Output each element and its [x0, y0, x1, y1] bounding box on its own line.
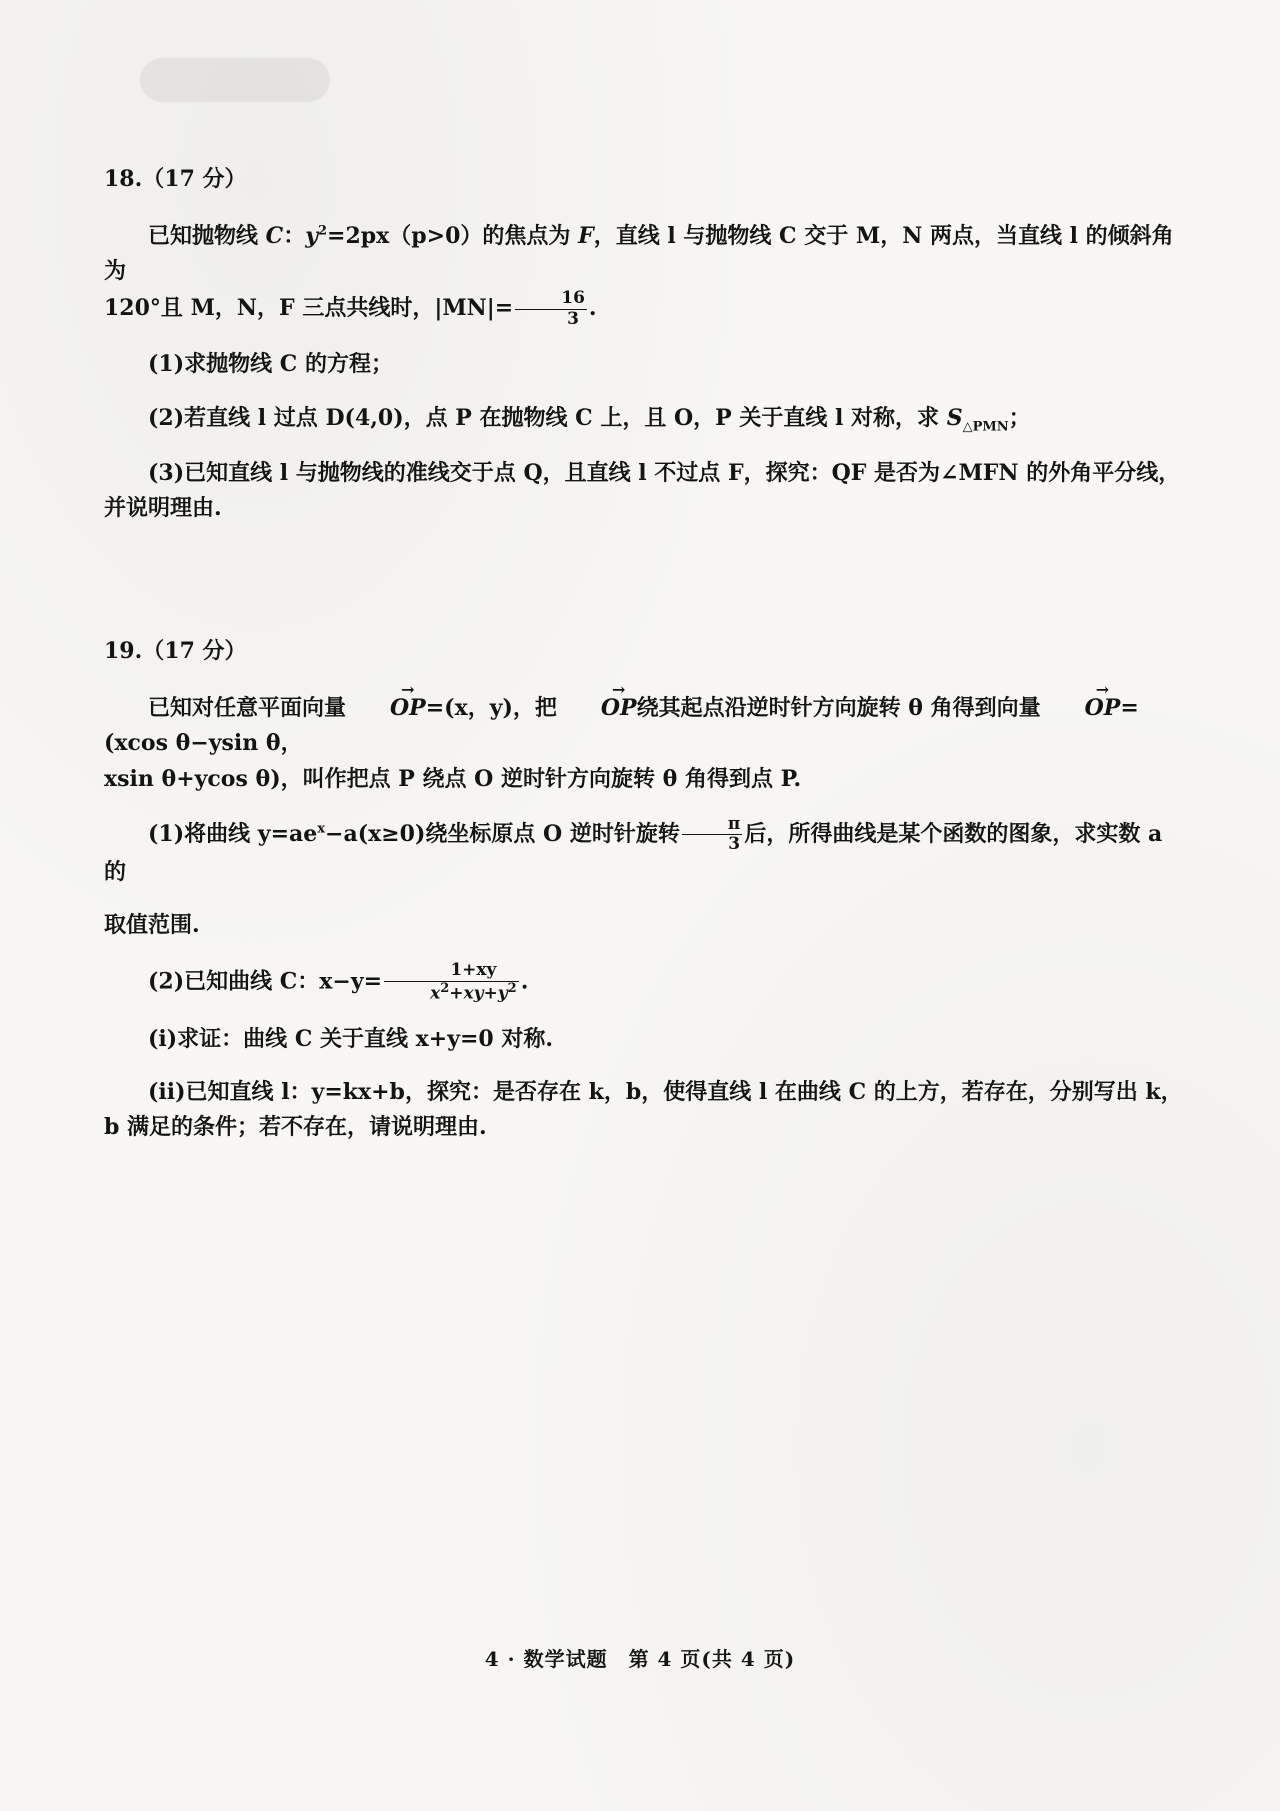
fraction-16-3: $\frac{16}{3}$	[515, 289, 587, 329]
question-19-part-1: (1)将曲线 $y=ae^x-a(x\ge 0)$绕坐标原点 O 逆时针旋转 $\frac{\pi}{3}$ 后，所得曲线是某个函数的图象，求实数 a 的	[104, 813, 1163, 885]
question-19	[104, 634, 1184, 1145]
question-18	[104, 162, 1184, 526]
question-19-part-2-ii: (ⅱ)已知直线 l：y=kx+b，探究：是否存在 k，b，使得直线 l 在曲线 C 的上方，若存在，分别写出 k，b 满足的条件；若不存在，请说明理由.	[104, 1079, 1183, 1141]
question-19-stem: 已知对任意平面向量 OP →=(x，y)，把 OP →绕其起点沿逆时针方向旋转 θ 角得到向量 OP →=(xcos θ−ysin θ， xsin θ+ycos θ)，叫作把点 P 绕点 O 逆时针方向旋转 θ 角得到点 P.	[104, 691, 1184, 797]
question-19-part-2-i: (ⅰ)求证：曲线 C 关于直线 x+y=0 对称.	[148, 1026, 554, 1052]
question-19-heading: 19.（17 分）	[104, 638, 247, 665]
question-19-part-2: (2)已知曲线 C：x−y= $\frac{1+xy}{x^2+xy+y^2}$ .	[148, 960, 529, 1004]
faint-stamp-mark	[140, 58, 330, 102]
fraction-pi-3: $\frac{\pi}{3}$	[682, 815, 742, 855]
question-18-part-1: (1)求抛物线 C 的方程；	[148, 351, 393, 378]
question-18-stem: 已知抛物线 C：$y^2=2px(p>0)$的焦点为 F，直线 l 与抛物线 C 交于 M，N 两点，当直线 l 的倾斜角为 120°且 M，N，F 三点共线时，|MN|= $\frac{16}{3}$ .	[104, 223, 1174, 329]
page-footer: 4 · 数学试题 第 4 页(共 4 页)	[484, 1647, 796, 1671]
fraction-curve-c: $\frac{1+xy}{x^2+xy+y^2}$	[384, 961, 519, 1004]
page-content	[104, 162, 1184, 1164]
question-18-part-3: (3)已知直线 l 与抛物线的准线交于点 Q，且直线 l 不过点 F，探究：QF 是否为∠MFN 的外角平分线，并说明理由.	[104, 459, 1181, 522]
question-18-part-2: (2)若直线 l 过点 D(4,0)，点 P 在抛物线 C 上，且 O，P 关于直线 l 对称，求 $S_{\triangle PMN}$；	[148, 404, 1031, 435]
question-19-part-1-continued: 取值范围.	[104, 912, 200, 939]
question-18-heading: 18.（17 分）	[104, 166, 247, 192]
